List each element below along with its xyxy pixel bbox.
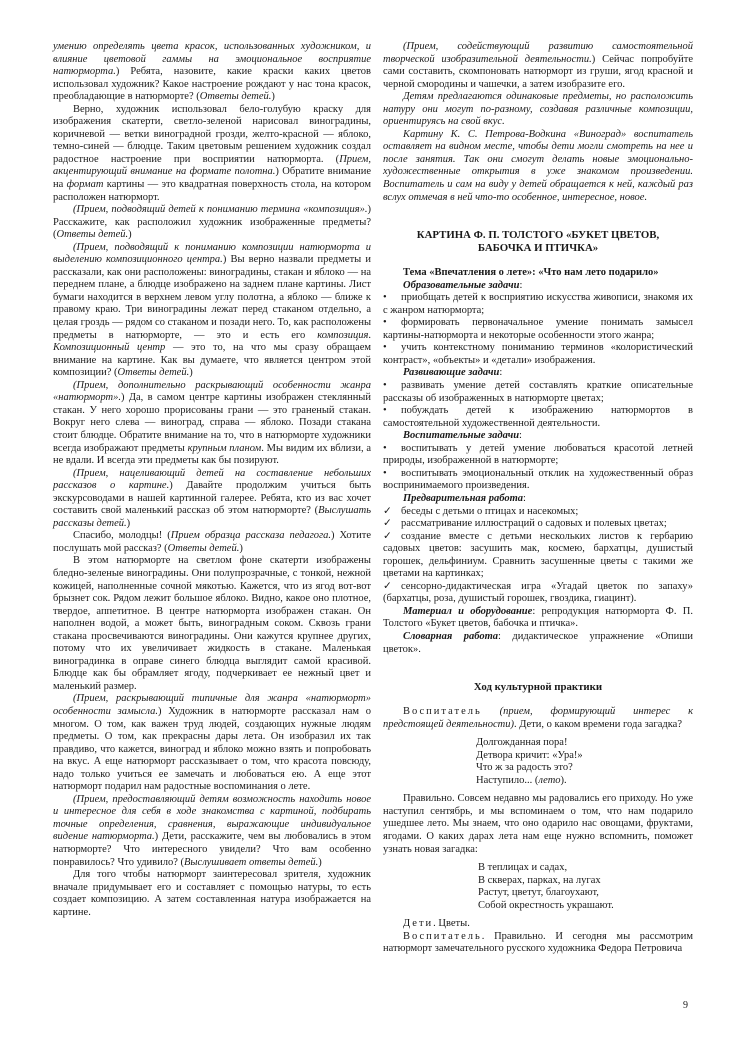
bullet-icon: • xyxy=(383,405,387,417)
poem xyxy=(383,737,693,787)
paragraph: (Прием, нацеливающий детей на составление небольших рассказов о картине.) Давайте продолжим учиться быть экскурсоводами в нашей картинной галерее. Ребята, кто из вас хочет составить свой маленький рассказ об этом натюрморте? (Выслушать рассказы детей.) xyxy=(53,467,371,529)
list-item: • учить контекстному пониманию терминов «колористический контраст», «объекты» и «детали» изображения. xyxy=(383,342,693,366)
list-item: • воспитывать у детей умение любоваться красотой летней природы, изображенной в натюрморте; xyxy=(383,442,693,467)
check-icon: ✓ xyxy=(383,530,392,542)
paragraph: Для того чтобы натюрморт заинтересовал зрителя, художник вначале придумывает его и составляет с помощью натуры, то есть создает композицию. А затем составленная натура изображается на картине. xyxy=(53,869,371,918)
list-item: ✓ рассматривание иллюстраций о садовых и полевых цветах; xyxy=(383,518,667,530)
check-icon: ✓ xyxy=(383,580,392,592)
paragraph: Воспитатель. Правильно. И сегодня мы рассмотрим натюрморт замечательного русского художника Федора Петровича xyxy=(383,930,693,955)
paragraph: Словарная работа: дидактическое упражнение «Опиши цветок». xyxy=(383,630,693,655)
paragraph: Спасибо, молодцы! (Прием образца рассказа педагога.) Хотите послушать мой рассказ? (Ответы детей.) xyxy=(53,530,371,554)
list-item: ✓ беседы с детьми о птицах и насекомых; xyxy=(383,505,579,517)
list-item: ✓ сенсорно-дидактическая игра «Угадай цветок по запаху» (бархатцы, роза, душистый горошек, гвоздика, гиацинт). xyxy=(383,580,693,605)
subheading: Развивающие задачи: xyxy=(403,367,503,379)
paragraph: Верно, художник использовал бело-голубую краску для изображения скатерти, светло-зеленой нарисовал виноградины, коричневой — ветки виноградной грозди, желто-красной — яблоко, темно-синей — блюдце. Таким цветовым решением художник создал радостное настроение при восприятии натюрморта. (Прием, акцентирующий внимание на формате полотна.) Обратите внимание на формат картины — это квадратная поверхность стола, на котором расположен натюрморт. xyxy=(53,103,372,203)
developing-tasks-list xyxy=(383,380,693,430)
bullet-icon: • xyxy=(383,467,387,479)
subheading: Предварительная работа: xyxy=(403,492,526,504)
list-item: ✓ создание вместе с детьми нескольких листов к гербарию садовых цветов: засушить мак, космею, бархатцы, душистый горошек, дельфиниум. Сравнить засушенные цветы с такими же цветами на картинках; xyxy=(383,530,693,580)
poem-line: Детвора кричит: «Ура!» xyxy=(476,749,583,761)
paragraph: Дети. Цветы. xyxy=(403,918,470,930)
paragraph: умению определять цвета красок, использованных художником, и влияние цветовой гаммы на эмоциональное восприятие натюрморта.) Ребята, назовите, какие краски каких цветов использовал художник? Какое настроение рождают у нас тона красок, преобладающие в натюрморте? (Ответы детей.) xyxy=(53,41,371,103)
bullet-icon: • xyxy=(383,317,387,329)
bullet-icon: • xyxy=(383,342,387,354)
upbringing-tasks-list xyxy=(383,443,693,493)
topic-heading: Тема «Впечатления о лете»: «Что нам лето подарило» xyxy=(403,267,659,279)
paragraph: (Прием, предоставляющий детям возможность находить новое и интересное для себя в ходе знакомства с картиной, подбирать точные определения, сравнения, выражающие индивидуальное видение натюрморта.) Дети, расскажите, чем вы любовались в этом натюрморте? Что интересного увидели? Что вам особенно понравилось? Что удивило? (Выслушивает ответы детей.) xyxy=(53,793,371,868)
practice-title: Ход культурной практики xyxy=(473,681,603,694)
check-icon: ✓ xyxy=(383,505,392,517)
paragraph: Материал и оборудование: репродукция натюрморта Ф. П. Толстого «Букет цветов, бабочка и птичка». xyxy=(383,605,693,630)
poem-line: Долгожданная пора! xyxy=(476,737,568,749)
poem-line: В скверах, парках, на лугах xyxy=(478,874,601,886)
subheading: Образовательные задачи: xyxy=(403,279,523,291)
left-column xyxy=(53,41,371,919)
bullet-icon: • xyxy=(383,292,387,304)
right-column xyxy=(383,41,693,956)
bullet-icon: • xyxy=(383,380,387,392)
paragraph: (Прием, дополнительно раскрывающий особенности жанра «натюрморт».) Да, в самом центре картины изображен стеклянный стакан. У него хорошо прорисованы грани — это граненый стакан. Вокруг него слева — виноград, справа — яблоко. Позади стакана стоит блюдце. Обратите внимание на то, что в натюрморте художники всегда изображают предметы крупным планом. Мы видим их вблизи, а не вдали. И всегда эти предметы как бы позируют. xyxy=(53,379,372,467)
list-item: • приобщать детей к восприятию искусства живописи, знакомя их с жанром натюрморта; xyxy=(383,292,693,316)
subheading: Воспитательные задачи: xyxy=(403,430,522,442)
list-item: • побуждать детей к изображению натюрмортов в самостоятельной художественной деятельности. xyxy=(383,405,693,429)
paragraph: (Прием, подводящий к пониманию композиции натюрморта и выделению композиционного центра.) Вы верно назвали предметы и рассказали, как они расположены: виноградины, стакан и яблоко — на переднем плане, а блюдце изображено на заднем плане картины. Лист бумаги находится в верхнем левом углу полотна, а яблоко — ближе к правому краю. Три виноградины лежат перед стаканом отдельно, а целая гроздь — рядом со стаканом и позади него. То, как расположены предметы в натюрморте, — это и есть его композиция. Композиционный центр — это то, на что мы сразу обращаем внимание на картине. Как вы думаете, что является центром этой композиции? (Ответы детей.) xyxy=(53,241,372,379)
poem xyxy=(383,862,693,912)
section-title: КАРТИНА Ф. П. ТОЛСТОГО «БУКЕТ ЦВЕТОВ, БАБОЧКА И ПТИЧКА» xyxy=(416,229,660,255)
paragraph: Детям предлагаются одинаковые предметы, но расположить натуру они могут по-разному, создавая различные композиции, ориентируясь на свой вкус. xyxy=(383,91,693,128)
poem-line: Растут, цветут, благоухают, xyxy=(478,887,599,899)
paragraph: (Прием, подводящий детей к пониманию термина «композиция».) Расскажите, как расположил художник изображенные предметы? (Ответы детей.) xyxy=(53,204,371,241)
list-item: • воспитывать эмоциональный отклик на художественный образ воспринимаемого произведения. xyxy=(383,467,693,492)
list-item: • формировать первоначальное умение понимать замысел картины-натюрморта и некоторые особенности этого жанра; xyxy=(383,317,693,341)
paragraph: Правильно. Совсем недавно мы радовались его приходу. Но уже наступил сентябрь, и мы вспоминаем о том, что нам подарило ушедшее лето. Мы знаем, что оно одарило нас овощами, фруктами, ягодами. О каких дарах лета нам еще нужно вспомнить, поможет узнать новая загадка: xyxy=(383,793,693,855)
paragraph: Картину К. С. Петрова-Водкина «Виноград» воспитатель оставляет на видном месте, чтобы дети могли смотреть на нее и после занятия. Так они смогут делать новые эмоционально-художественные открытия в уже знакомом произведении. Воспитатель и сам на виду у детей обращается к ней, каждый раз вслух отмечая в ней что-то особенное, интересное, новое. xyxy=(383,128,693,203)
list-item: • развивать умение детей составлять краткие описательные рассказы об изображенных в натюрморте цветах; xyxy=(383,380,693,404)
page-number: 9 xyxy=(683,1000,688,1011)
poem-line: Что ж за радость это? xyxy=(476,762,573,774)
education-tasks-list xyxy=(383,292,693,367)
paragraph: В этом натюрморте на светлом фоне скатерти изображены бледно-зеленые виноградины. Они полупрозрачные, с тонкой, нежной кожицей, наполненные сочной мякотью. Кажется, что из ягод вот-вот брызнет сок. Рядом лежит большое яблоко. Видно, какое оно плотное, твердое, аппетитное. В центре натюрморта изображен стакан. Он наполнен водой, а может быть, виноградным соком. Сквозь грани стакана просвечиваются виноградины. Они кажутся крупнее других, потому что их увеличивает жидкость в стакане. Маленькая виноградинка в оправе синего блюдца выглядит самой красивой. Блюдце как бы обрамляет ягоду, подчеркивает ее нежный цвет и маленький размер. xyxy=(53,555,371,692)
poem-line: В теплицах и садах, xyxy=(478,862,568,874)
paragraph: (Прием, содействующий развитию самостоятельной творческой изобразительной деятельности.) Сейчас попробуйте сами составить, скомпоновать натюрморт из груши, ягод красной и черной смородины и чашечки, а затем изобразите его. xyxy=(383,41,693,90)
bullet-icon: • xyxy=(383,442,387,454)
check-icon: ✓ xyxy=(383,518,392,530)
paragraph: Воспитатель (прием, формирующий интерес к предстоящей деятельности). Дети, о каком времени года загадка? xyxy=(383,706,693,730)
poem-line: Наступило... (лето). xyxy=(476,774,567,786)
preliminary-work-list xyxy=(383,506,693,606)
poem-line: Собой окрестность украшают. xyxy=(478,899,614,911)
paragraph: (Прием, раскрывающий типичные для жанра «натюрморт» особенности замысла.) Художник в натюрморте рассказал нам о многом. О том, как важен труд людей, создающих нужные людям предметы. О том, как прекрасны дары лета. Он изобразил их так правдиво, что кажется, виноград и яблоко можно взять и попробовать на вкус. А еще натюрморт рассказывает о том, что красота повсюду, надо только учиться ее замечать и любоваться ею. А еще этот натюрморт подарил нам радостные воспоминания о лете. xyxy=(53,693,371,793)
